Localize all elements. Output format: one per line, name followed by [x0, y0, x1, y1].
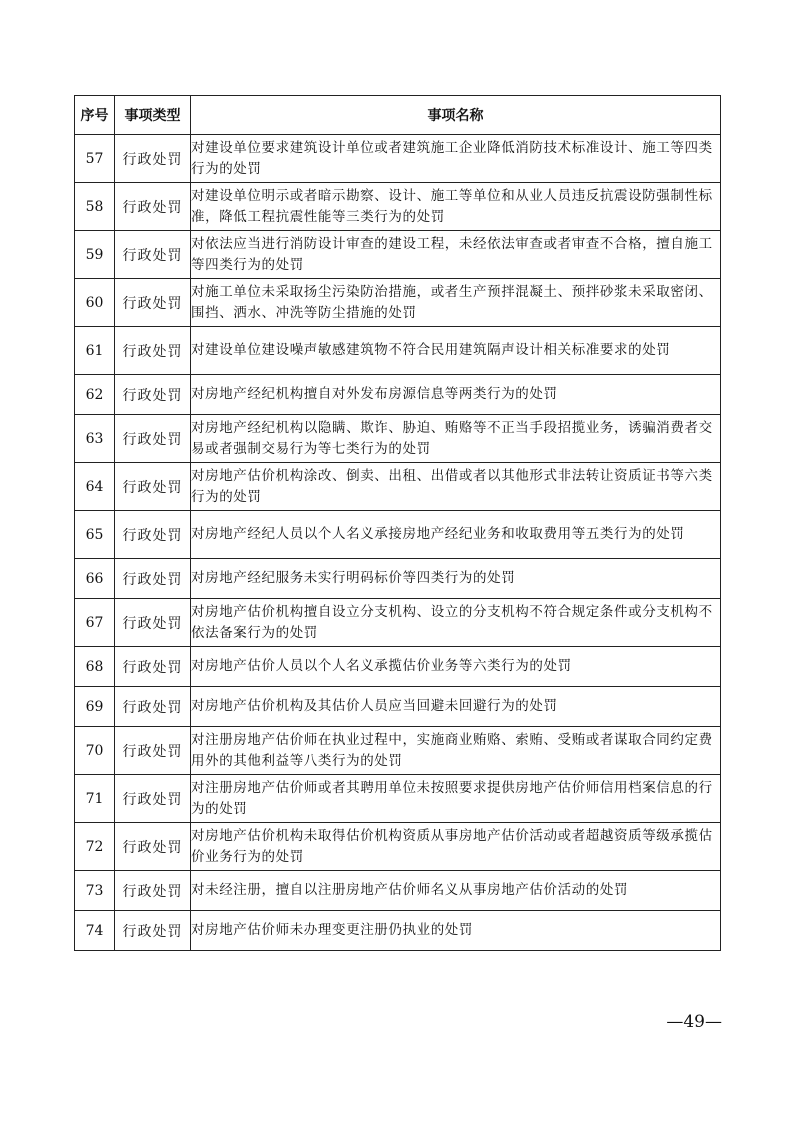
- matter-type-cell: 行政处罚: [115, 823, 191, 871]
- matter-type-cell: 行政处罚: [115, 231, 191, 279]
- serial-number-cell: 71: [75, 775, 115, 823]
- matter-name-cell: 对房地产估价机构涂改、倒卖、出租、出借或者以其他形式非法转让资质证书等六类行为的处罚: [191, 463, 721, 511]
- matter-name-cell: 对依法应当进行消防设计审查的建设工程，未经依法审查或者审查不合格，擅自施工等四类行为的处罚: [191, 231, 721, 279]
- table-row: [75, 375, 721, 415]
- matter-name-cell: 对房地产估价人员以个人名义承揽估价业务等六类行为的处罚: [191, 647, 721, 687]
- matter-type-cell: 行政处罚: [115, 135, 191, 183]
- matter-name-cell: 对房地产经纪机构擅自对外发布房源信息等两类行为的处罚: [191, 375, 721, 415]
- matter-name-cell: 对房地产估价机构及其估价人员应当回避未回避行为的处罚: [191, 687, 721, 727]
- matter-type-cell: 行政处罚: [115, 511, 191, 559]
- table-row: [75, 327, 721, 375]
- serial-number-cell: 63: [75, 415, 115, 463]
- matter-name-cell: 对房地产经纪机构以隐瞒、欺诈、胁迫、贿赂等不正当手段招揽业务，诱骗消费者交易或者强制交易行为等七类行为的处罚: [191, 415, 721, 463]
- serial-number-cell: 72: [75, 823, 115, 871]
- matter-name-cell: 对房地产估价机构擅自设立分支机构、设立的分支机构不符合规定条件或分支机构不依法备案行为的处罚: [191, 599, 721, 647]
- header-serial-number: 序号: [75, 96, 115, 135]
- table-row: [75, 511, 721, 559]
- serial-number-cell: 62: [75, 375, 115, 415]
- serial-number-cell: 57: [75, 135, 115, 183]
- table-row: [75, 135, 721, 183]
- serial-number-cell: 66: [75, 559, 115, 599]
- table-row: [75, 687, 721, 727]
- table-row: [75, 647, 721, 687]
- matter-name-cell: 对注册房地产估价师在执业过程中，实施商业贿赂、索贿、受贿或者谋取合同约定费用外的其他利益等八类行为的处罚: [191, 727, 721, 775]
- matter-name-cell: 对建设单位要求建筑设计单位或者建筑施工企业降低消防技术标准设计、施工等四类行为的处罚: [191, 135, 721, 183]
- matter-type-cell: 行政处罚: [115, 559, 191, 599]
- matter-name-cell: 对施工单位未采取扬尘污染防治措施，或者生产预拌混凝土、预拌砂浆未采取密闭、围挡、洒水、冲洗等防尘措施的处罚: [191, 279, 721, 327]
- serial-number-cell: 65: [75, 511, 115, 559]
- matter-name-cell: 对建设单位建设噪声敏感建筑物不符合民用建筑隔声设计相关标准要求的处罚: [191, 327, 721, 375]
- matter-type-cell: 行政处罚: [115, 463, 191, 511]
- matter-name-cell: 对房地产估价机构未取得估价机构资质从事房地产估价活动或者超越资质等级承揽估价业务行为的处罚: [191, 823, 721, 871]
- table-row: [75, 559, 721, 599]
- table-row: [75, 599, 721, 647]
- matter-type-cell: 行政处罚: [115, 279, 191, 327]
- table-row: [75, 231, 721, 279]
- matter-name-cell: 对房地产估价师未办理变更注册仍执业的处罚: [191, 911, 721, 951]
- serial-number-cell: 60: [75, 279, 115, 327]
- matter-name-cell: 对房地产经纪人员以个人名义承接房地产经纪业务和收取费用等五类行为的处罚: [191, 511, 721, 559]
- matter-type-cell: 行政处罚: [115, 775, 191, 823]
- matter-type-cell: 行政处罚: [115, 911, 191, 951]
- table-row: [75, 775, 721, 823]
- matters-table: [74, 95, 721, 951]
- serial-number-cell: 74: [75, 911, 115, 951]
- table-row: [75, 279, 721, 327]
- serial-number-cell: 64: [75, 463, 115, 511]
- serial-number-cell: 61: [75, 327, 115, 375]
- table-row: [75, 183, 721, 231]
- matter-type-cell: 行政处罚: [115, 375, 191, 415]
- table-row: [75, 823, 721, 871]
- table-row: [75, 415, 721, 463]
- matter-name-cell: 对建设单位明示或者暗示勘察、设计、施工等单位和从业人员违反抗震设防强制性标准，降低工程抗震性能等三类行为的处罚: [191, 183, 721, 231]
- header-matter-name: 事项名称: [191, 96, 721, 135]
- table-header-row: [75, 96, 721, 135]
- serial-number-cell: 59: [75, 231, 115, 279]
- matter-type-cell: 行政处罚: [115, 415, 191, 463]
- matter-name-cell: 对房地产经纪服务未实行明码标价等四类行为的处罚: [191, 559, 721, 599]
- matter-name-cell: 对未经注册，擅自以注册房地产估价师名义从事房地产估价活动的处罚: [191, 871, 721, 911]
- serial-number-cell: 58: [75, 183, 115, 231]
- matter-type-cell: 行政处罚: [115, 599, 191, 647]
- table-row: [75, 871, 721, 911]
- matter-type-cell: 行政处罚: [115, 871, 191, 911]
- header-matter-type: 事项类型: [115, 96, 191, 135]
- table-row: [75, 463, 721, 511]
- matter-name-cell: 对注册房地产估价师或者其聘用单位未按照要求提供房地产估价师信用档案信息的行为的处罚: [191, 775, 721, 823]
- matter-type-cell: 行政处罚: [115, 727, 191, 775]
- matter-type-cell: 行政处罚: [115, 183, 191, 231]
- page-number: —49—: [666, 1012, 722, 1032]
- matter-type-cell: 行政处罚: [115, 687, 191, 727]
- matter-type-cell: 行政处罚: [115, 647, 191, 687]
- table-row: [75, 727, 721, 775]
- table-row: [75, 911, 721, 951]
- serial-number-cell: 68: [75, 647, 115, 687]
- serial-number-cell: 69: [75, 687, 115, 727]
- serial-number-cell: 67: [75, 599, 115, 647]
- matter-type-cell: 行政处罚: [115, 327, 191, 375]
- serial-number-cell: 73: [75, 871, 115, 911]
- serial-number-cell: 70: [75, 727, 115, 775]
